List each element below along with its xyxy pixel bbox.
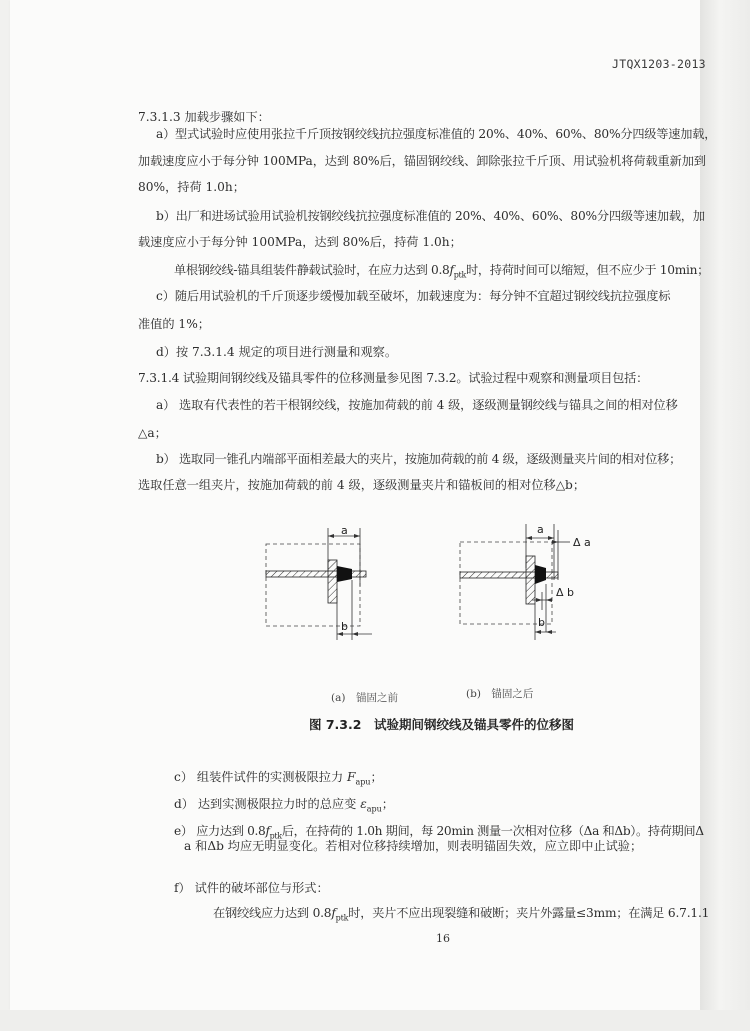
figure-b-label: (b) 锚固之后 xyxy=(466,688,534,700)
document-code: JTQX1203-2013 xyxy=(612,57,706,71)
dimension-delta-b-label: Δ b xyxy=(556,586,575,599)
paragraph-line: △a； xyxy=(138,426,167,440)
section-heading: 7.3.1.4 试验期间钢绞线及锚具零件的位移测量参见图 7.3.2。试验过程中观察和测量项目包括： xyxy=(138,371,649,385)
paragraph-line: 选取任意一组夹片，按施加荷载的前 4 级，逐级测量夹片和锚板间的相对位移△b； xyxy=(138,478,586,492)
figure-b-after-anchoring xyxy=(456,520,606,650)
paragraph-line: 载速度应小于每分钟 100MPa，达到 80%后，持荷 1.0h； xyxy=(138,235,462,249)
paragraph-line: b） 选取同一锥孔内端部平面相差最大的夹片，按施加荷载的前 4 级，逐级测量夹片间的相对位移； xyxy=(156,452,681,466)
dimension-a-label: a xyxy=(341,524,348,537)
paragraph-line: a） 选取有代表性的若干根钢绞线，按施加荷载的前 4 级，逐级测量钢绞线与锚具之间的相对位移 xyxy=(156,398,678,412)
figure-caption: 图 7.3.2 试验期间钢绞线及锚具零件的位移图 xyxy=(309,717,574,732)
figure-a-label: (a) 锚固之前 xyxy=(331,692,398,704)
paragraph-line: a 和Δb 均应无明显变化。若相对位移持续增加，则表明锚固失效，应立即中止试验； xyxy=(184,839,643,853)
page-bottom-shadow xyxy=(0,1010,750,1031)
dimension-b-label: b xyxy=(341,620,348,633)
page-number: 16 xyxy=(436,932,450,945)
paragraph-line: 80%，持荷 1.0h； xyxy=(138,180,245,194)
document-page xyxy=(10,0,700,1010)
paragraph-line: d）按 7.3.1.4 规定的项目进行测量和观察。 xyxy=(156,345,398,359)
paragraph-line: c） 组装件试件的实测极限拉力 $F_{apu}$； xyxy=(174,770,383,787)
figure-a-before-anchoring xyxy=(262,522,382,650)
paragraph-line: 在钢绞线应力达到 $0.8f_{ptk}$时，夹片不应出现裂缝和破断；夹片外露量≤3mm；在满足 6.7.1.1 xyxy=(213,906,710,923)
dimension-a-label: a xyxy=(537,523,544,536)
paragraph-line: 准值的 1%； xyxy=(138,317,210,331)
paragraph-line: e） 应力达到 $0.8f_{ptk}$后，在持荷的 1.0h 期间，每 20min 测量一次相对位移（Δa 和Δb）。持荷期间Δ xyxy=(174,824,704,841)
paragraph-line: c）随后用试验机的千斤顶逐步缓慢加载至破坏，加载速度为：每分钟不宜超过钢绞线抗拉强度标 xyxy=(156,289,671,303)
paragraph-line: a）型式试验时应使用张拉千斤顶按钢绞线抗拉强度标准值的 20%、40%、60%、80%分四级等速加载， xyxy=(156,127,717,141)
dimension-delta-a-label: Δ a xyxy=(573,536,591,549)
page-edge-shadow xyxy=(700,0,750,1031)
paragraph-line: 单根钢绞线-锚具组装件静载试验时，在应力达到 $0.8f_{ptk}$时，持荷时间可以缩短，但不应少于 10min； xyxy=(174,263,710,280)
paragraph-line: b）出厂和进场试验用试验机按钢绞线抗拉强度标准值的 20%、40%、60%、80%分四级等速加载，加 xyxy=(156,209,705,223)
paragraph-line: f） 试件的破坏部位与形式： xyxy=(174,881,329,895)
paragraph-line: 加载速度应小于每分钟 100MPa，达到 80%后，锚固钢绞线、卸除张拉千斤顶、用试验机将荷载重新加到 xyxy=(138,154,706,168)
dimension-b-label: b xyxy=(538,616,545,629)
section-heading: 7.3.1.3 加载步骤如下： xyxy=(138,110,270,124)
paragraph-line: d） 达到实测极限拉力时的总应变 $\varepsilon_{apu}$； xyxy=(174,797,394,814)
